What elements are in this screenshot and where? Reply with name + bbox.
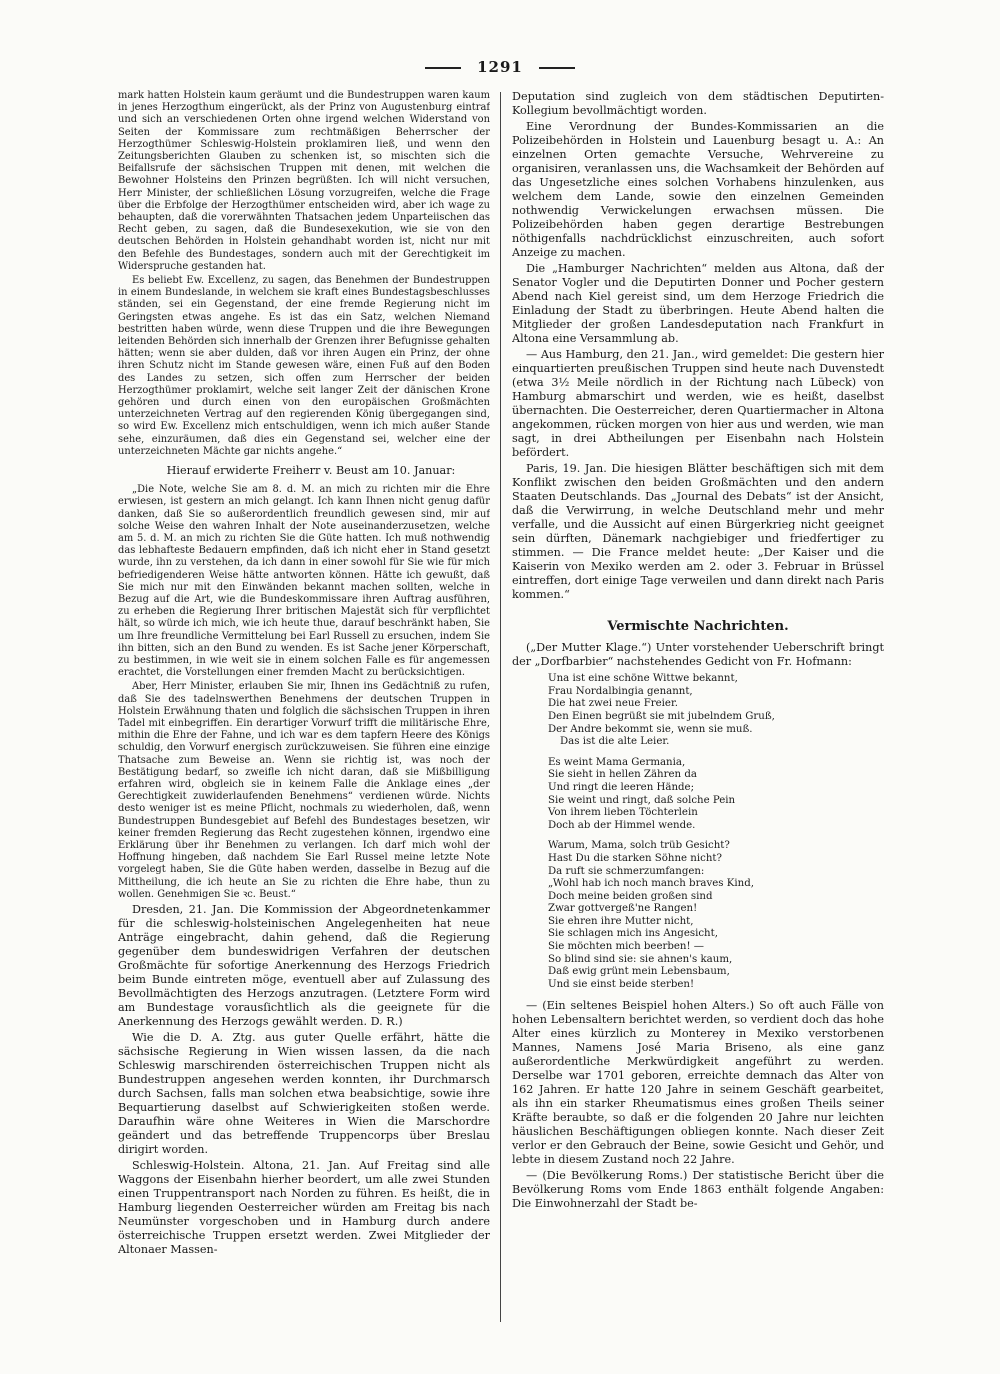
- article-paragraph-altona: Schleswig-Holstein. Altona, 21. Jan. Auf Freitag sind alle Waggons der Eisenbahn hierher beordert, um alle zwei Stunden einen Truppentransport nach Norden zu führen. Es heißt, die in Hamburg liegenden Oesterreicher würden am Freitag bis nach Neumünster vorgeschoben und in Hamburg durch andere österreichische Truppen ersetzt werden. Zwei Mitglieder der Altonaer Massen-: [118, 1159, 490, 1256]
- poem-line: Doch ab der Himmel wende.: [548, 819, 696, 831]
- article-paragraph: Es beliebt Ew. Excellenz, zu sagen, das Benehmen der Bundestruppen in einem Bundeslande, in welchem sie kraft eines Bundestagsbeschlusses ständen, sei ein Gegenstand, der eine fremde Regierung nicht im Geringsten etwas angehe. Es ist das ein Satz, welchen Niemand bestritten haben würde, wenn diese Truppen und die ihre Bewegungen leitenden Behörden sich innerhalb der Grenzen ihrer Befugnisse gehalten hätten; wenn sie aber dulden, daß vor ihren Augen ein Prinz, der ohne ihren Schutz nicht im Stande gewesen wäre, einen Fuß auf den Boden des Landes zu setzen, sich offen zum Herrscher der beiden Herzogthümer proklamirt, welche seit langer Zeit der dänischen Krone gehören und durch einen von den europäischen Großmächten unterzeichneten Vertrag auf den regierenden König übergegangen sind, so wird Ew. Excellenz mich entschuldigen, wenn ich mich außer Stande sehe, einzuräumen, daß dies ein Gegenstand sei, welcher eine der unterzeichneten Mächte gar nichts angehe.“: [118, 275, 490, 457]
- article-paragraph-rom: — (Die Bevölkerung Roms.) Der statistische Bericht über die Bevölkerung Roms vom Ende 1863 enthält folgende Angaben: Die Einwohnerzahl der Stadt be-: [512, 1169, 884, 1211]
- article-paragraph-alter: — (Ein seltenes Beispiel hohen Alters.) So oft auch Fälle von hohen Lebensaltern berichtet werden, so verdient doch das hohe Alter eines kürzlich zu Monterey in Mexiko verstorbenen Mannes, Namens José Maria Briseno, als eine ganz außerordentliche Merkwürdigkeit angeführt zu werden. Derselbe war 1701 geboren, erreichte demnach das Alter von 162 Jahren. Er hatte 120 Jahre in seinem Geschäft gearbeitet, als ihn ein starker Rheumatismus eines großen Theils seiner Kräfte beraubte, so daß er die folgenden 20 Jahre nur leichten häuslichen Beschäftigungen obliegen konnte. Nach dieser Zeit verlor er den Gebrauch der Beine, sowie Gesicht und Gehör, und lebte in diesem Zustand noch 22 Jahre.: [512, 999, 884, 1167]
- section-title: Vermischte Nachrichten.: [607, 619, 789, 634]
- poem-line: Das ist die alte Leier.: [560, 736, 670, 748]
- poem-stanza: [548, 840, 884, 991]
- poem-line: Sie schlagen mich ins Angesicht,: [548, 928, 718, 940]
- article-paragraph: Die „Hamburger Nachrichten“ melden aus Altona, daß der Senator Vogler und die Deputirten Donner und Pocher gestern Abend nach Kiel gereist sind, um dem Herzoge Friedrich die Einladung der Stadt zu überbringen. Heute Abend halten die Mitglieder der großen Landesdeputation nach Frankfurt in Altona eine Versammlung ab.: [512, 262, 884, 345]
- article-paragraph: „Die Note, welche Sie am 8. d. M. an mich zu richten mir die Ehre erwiesen, ist gestern an mich gelangt. Ich kann Ihnen nicht genug dafür danken, daß Sie so außerordentlich freundlich gewesen sind, mir auf solche Weise den wahren Inhalt der Note auseinanderzusetzen, welche am 5. d. M. an mich zu richten Sie die Güte hatten. Ich muß nothwendig das lebhafteste Bedauern empfinden, daß ich nicht eher in Stand gesetzt wurde, ihn zu verstehen, da ich dann in einer sowohl für Sie wie für mich befriedigenderen Weise hätte antworten können. Hätte ich gewußt, daß Sie mich nur mit den Einwänden bekannt machen sollten, welche in Bezug auf die Art, wie die Bundeskommissare ihren Auftrag ausführen, zu erheben die Regierung Ihrer britischen Majestät sich für verpflichtet hält, so würde ich mich, wie ich heute thue, darauf beschränkt haben, Sie um Ihre freundliche Vermittelung bei Earl Russell zu ersuchen, indem Sie ihn bitten, sich an den Bund zu wenden. Es ist Sache jener Körperschaft, zu bestimmen, in wie weit sie in einem solchen Falle es für angemessen erachtet, die Vorstellungen einer fremden Macht zu berücksichtigen.: [118, 484, 490, 679]
- poem-line: Der Andre bekommt sie, wenn sie muß.: [548, 723, 753, 735]
- poem-line: Und sie einst beide sterben!: [548, 978, 695, 990]
- poem-line: Den Einen begrüßt sie mit jubelndem Gruß,: [548, 710, 775, 722]
- poem-line: Sie möchten mich beerben! —: [548, 941, 704, 953]
- header-rule-left: [425, 67, 461, 69]
- article-paragraph: Wie die D. A. Ztg. aus guter Quelle erfährt, hätte die sächsische Regierung in Wien wissen lassen, da die nach Schleswig marschirenden österreichischen Truppen nicht als Bundestruppen angesehen werden konnten, ihr Durchmarsch durch Sachsen, falls man solchen etwa beabsichtige, sowie ihre Bequartierung daselbst auf Schwierigkeiten stoßen werde. Daraufhin wäre ohne Weiteres in Wien die Marschordre geändert und das betreffende Truppencorps über Breslau dirigirt worden.: [118, 1031, 490, 1156]
- poem-line: Hast Du die starken Söhne nicht?: [548, 852, 722, 864]
- poem-line: Una ist eine schöne Wittwe bekannt,: [548, 673, 738, 685]
- poem-line: Zwar gottvergeß'ne Rangen!: [548, 903, 698, 915]
- poem-line: Von ihrem lieben Töchterlein: [548, 807, 698, 819]
- poem-line: Sie ehren ihre Mutter nicht,: [548, 915, 694, 927]
- poem-line: Sie weint und ringt, daß solche Pein: [548, 794, 736, 806]
- left-column: [118, 90, 490, 1360]
- page-number: 1291: [477, 58, 523, 76]
- article-paragraph: Eine Verordnung der Bundes-Kommissarien an die Polizeibehörden in Holstein und Lauenburg besagt u. A.: An einzelnen Orten gemachte Versuche, Wehrvereine zu organisiren, veranlassen uns, die Wachsamkeit der Behörden auf das Ungesetzliche eines solchen Vorhabens hinzulenken, aus welchem dem Lande, sowie den einzelnen Gemeinden nothwendig Verwickelungen erwachsen müssen. Die Polizeibehörden haben gegen derartige Bestrebungen nöthigenfalls nachdrücklichst einzuschreiten, auch sofort Anzeige zu machen.: [512, 120, 884, 259]
- article-paragraph: („Der Mutter Klage.“) Unter vorstehender Ueberschrift bringt der „Dorfbarbier“ nachstehendes Gedicht von Fr. Hofmann:: [512, 641, 884, 669]
- poem-line: Warum, Mama, solch trüb Gesicht?: [548, 840, 730, 852]
- poem-line: Die hat zwei neue Freier.: [548, 698, 678, 710]
- page-header: [0, 58, 1000, 76]
- poem-line: Daß ewig grünt mein Lebensbaum,: [548, 966, 730, 978]
- poem-stanza: [548, 757, 884, 833]
- poem-stanza: [548, 673, 884, 749]
- article-paragraph: mark hatten Holstein kaum geräumt und die Bundestruppen waren kaum in jenes Herzogthum eingerückt, als der Prinz von Augustenburg eintraf und sich an verschiedenen Orten ohne irgend welchen Widerstand von Seiten der Kommissare zum rechtmäßigen Beherrscher der Herzogthümer Schleswig-Holstein proklamiren ließ, und wenn den Zeitungsberichten Glauben zu schenken ist, so mischten sich die Beifallsrufe der sächsischen Truppen mit denen, mit welchen die Bewohner Holsteins den Prinzen begrüßten. Ich will nicht versuchen, Herr Minister, der schließlichen Lösung vorzugreifen, welche die Frage über die Erbfolge der Herzogthümer entscheiden wird, aber ich wage zu behaupten, daß die vorerwähnten Thatsachen jedem Unparteiischen das Recht geben, zu sagen, daß die Bundesexekution, wie sie von den deutschen Behörden in Holstein gehandhabt worden ist, nicht nur mit den Befehle des Bundestages, sondern auch mit der Gerechtigkeit im Widerspruche gestanden hat.: [118, 90, 490, 272]
- article-paragraph-dresden: Dresden, 21. Jan. Die Kommission der Abgeordnetenkammer für die schleswig-holsteinischen Angelegenheiten hat neue Anträge eingebracht, dahin gehend, daß die Regierung gegenüber dem bundeswidrigen Verfahren der deutschen Großmächte für sofortige Anerkennung des Herzogs Friedrich beim Bunde eintreten möge, eventuell aber auf Zulassung des Bevollmächtigten des Herzogs anzutragen. (Letztere Form wird am Bundestage vorausſichtlich als die geeignete für die Anerkennung des Herzogs gewählt werden. D. R.): [118, 903, 490, 1028]
- poem-line: Und ringt die leeren Hände;: [548, 781, 695, 793]
- poem-line: Da ruft sie schmerzumfangen:: [548, 865, 705, 877]
- poem-line: Es weint Mama Germania,: [548, 756, 686, 768]
- article-paragraph: Aber, Herr Minister, erlauben Sie mir, Ihnen ins Gedächtniß zu rufen, daß Sie des tadelnswerthen Benehmens der deutschen Truppen in Holstein Erwähnung thaten und folglich die sächsischen Truppen in ihren Tadel mit einbegriffen. Ein derartiger Vorwurf trifft die militärische Ehre, mithin die Ehre der Fahne, und ich war es dem tapfern Heere des Königs schuldig, den Vorwurf energisch zurückzuweisen. Sie führen eine einzige Thatsache zum Beweise an. Wenn sie richtig ist, was noch der Bestätigung bedarf, so zweifle ich nicht daran, daß sie Mißbilligung erfahren wird, obgleich sie in keinem Falle die Anklage eines „der Gerechtigkeit zuwiderlaufenden Benehmens“ verdienen würde. Nichts desto weniger ist es meine Pflicht, nochmals zu wiederholen, daß, wenn Bundestruppen Bundesgebiet auf Befehl des Bundestages besetzen, wir keiner fremden Regierung das Recht zugestehen können, irgendwo eine Erklärung über ihr Benehmen zu verlangen. Ich darf mich wohl der Hoffnung hingeben, daß nachdem Sie Earl Russel meine letzte Note vorgelegt haben, Sie die Güte haben werden, dasselbe in Bezug auf die Mittheilung, die ich heute an Sie zu richten die Ehre habe, thun zu wollen. Genehmigen Sie ꝛc. Beust.“: [118, 681, 490, 900]
- article-paragraph: Deputation sind zugleich von dem städtischen Deputirten-Kollegium bevollmächtigt worden.: [512, 90, 884, 117]
- article-paragraph-paris: Paris, 19. Jan. Die hiesigen Blätter beschäftigen sich mit dem Konflikt zwischen den beiden Großmächten und den andern Staaten Deutschlands. Das „Journal des Debats“ ist der Ansicht, daß die Verwirrung, in welche Deutschland mehr und mehr verfalle, und die Aussicht auf einen Bürgerkrieg nicht geeignet sein dürften, Dänemark nachgiebiger und friedfertiger zu stimmen. — Die France meldet heute: „Der Kaiser und die Kaiserin von Mexiko werden am 2. oder 3. Februar in Brüssel eintreffen, dort einige Tage verweilen und dann direkt nach Paris kommen.“: [512, 462, 884, 601]
- poem: [548, 673, 884, 991]
- poem-line: Frau Nordalbingia genannt,: [548, 685, 693, 697]
- reply-intro: Hierauf erwiderte Freiherr v. Beust am 10. Januar:: [166, 464, 456, 478]
- header-rule-right: [539, 67, 575, 69]
- right-column: [512, 90, 884, 1360]
- poem-line: So blind sind sie: sie ahnen's kaum,: [548, 953, 733, 965]
- poem-line: Doch meine beiden großen sind: [548, 890, 713, 902]
- poem-line: „Wohl hab ich noch manch braves Kind,: [548, 878, 754, 890]
- column-divider: [500, 92, 501, 1322]
- poem-line: Sie sieht in hellen Zähren da: [548, 769, 697, 781]
- article-paragraph-hamburg: — Aus Hamburg, den 21. Jan., wird gemeldet: Die gestern hier einquartierten preußischen Truppen sind heute nach Duvenstedt (etwa 3½ Meile nördlich in der Richtung nach Lübeck) von Hamburg abmarschirt und werden, wie es heißt, daselbst übernachten. Die Oesterreicher, deren Quartiermacher in Altona angekommen, rücken morgen von hier aus und werden, wie man sagt, in drei Abtheilungen per Eisenbahn nach Holstein befördert.: [512, 348, 884, 459]
